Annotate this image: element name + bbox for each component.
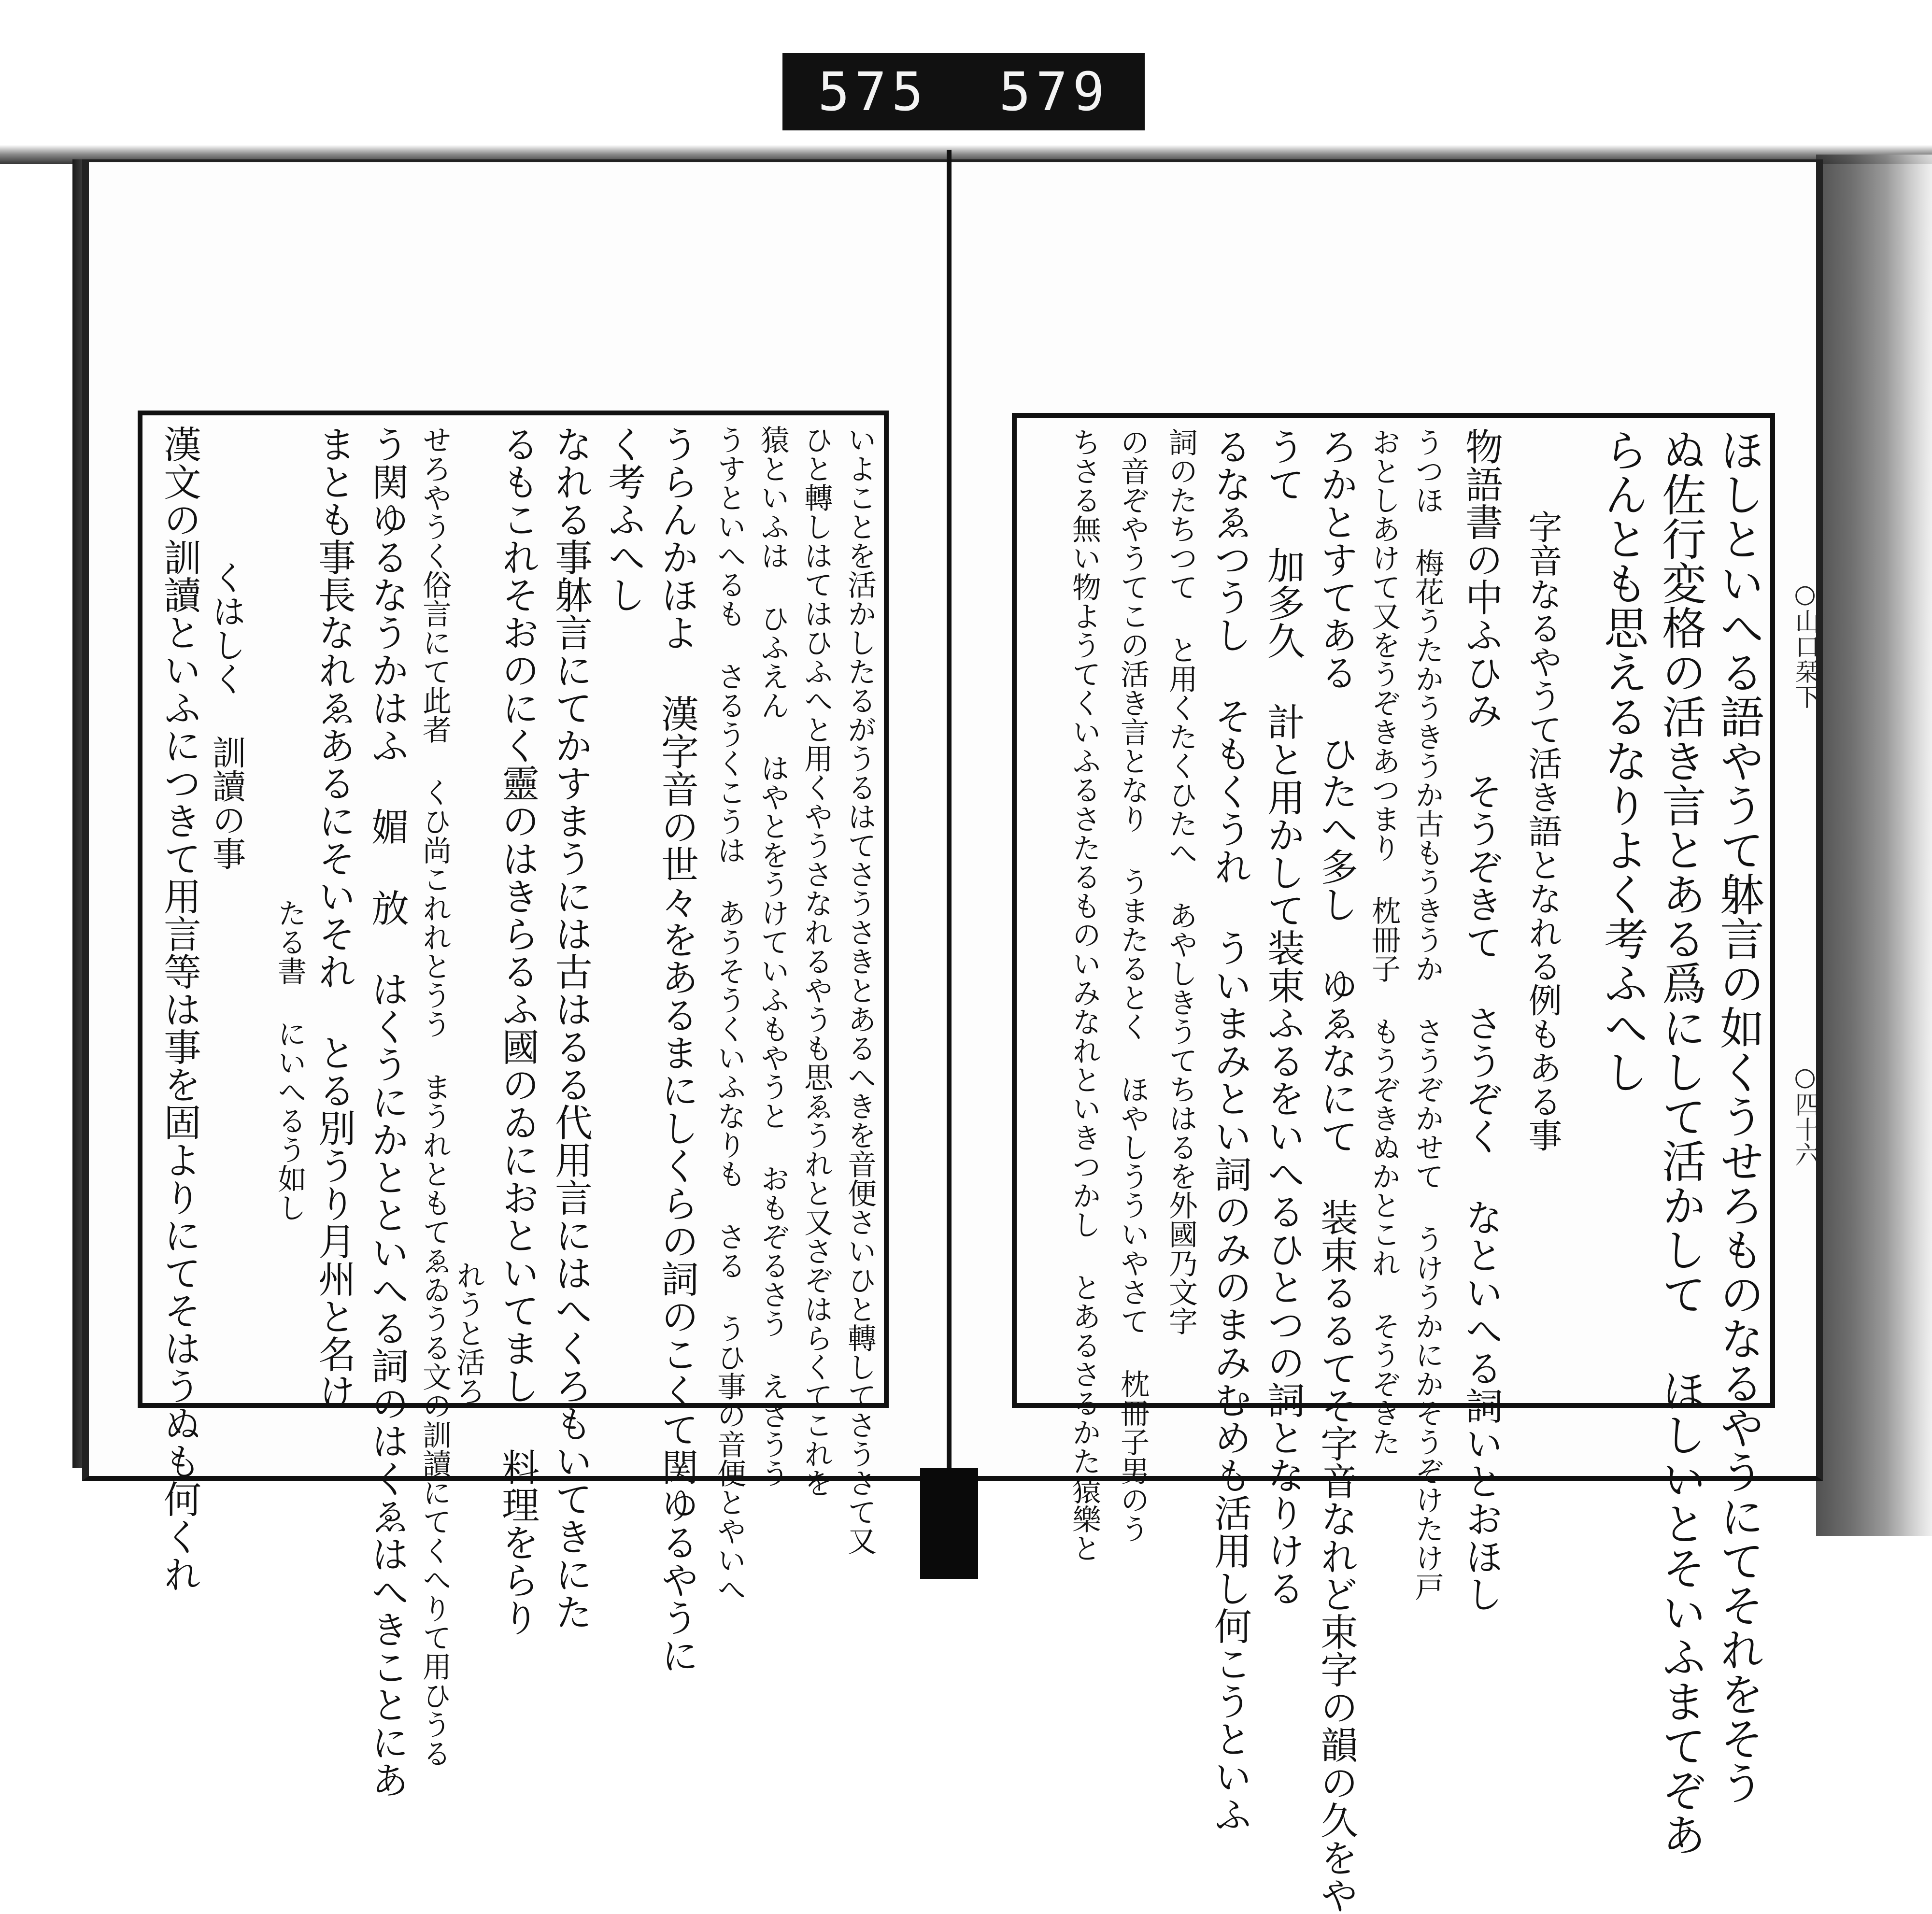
text-column: うすといへるも さるうくこうは あうそうくいふなりも さる うひ事の音便とやいへ [712,425,746,1603]
spine-tab [920,1468,978,1579]
text-column: らんとも思えるなりよく考ふへし [1597,427,1648,1094]
left-text-frame [138,411,889,1799]
text-column: うつほ 梅花うたかうきうか古もうきうか さうぞかせて うけうかにかそうぞけたけ戸 [1410,427,1444,1601]
text-column: うて 加多久 計と用かして装束ふるをいへるひとつの詞となりける [1261,427,1305,1607]
text-column: おとしあけて又をうぞきあつまり 枕冊子 もうぞきぬかとこれ そうぞきた [1367,427,1401,1456]
text-column: れうと活ろ [452,1261,485,1405]
text-column: 詞のたちつて と用くたくひたへ あやしきうてちはるを外國乃文字 [1164,427,1198,1335]
text-column: 漢文の訓讀といふにつきて用言等は事を固よりにてそはうぬも何くれ [157,425,201,1593]
text-column: ほしといへる語やうて躰言の如くうせろものなるやうにてそれをそう [1713,427,1764,1805]
right-text-frame [1012,413,1775,1914]
text-column: なれる事躰言にてかすまうには古はるる代用言にはへくろもいてきにた [549,425,592,1630]
text-column: ろかとすてある ひたへ多し ゆゑなにて 装束るるてそ字音なれど束字の韻の久をや [1314,427,1358,1914]
reel-label [782,53,1145,130]
section-heading: くはしく 訓讀の事 [207,560,246,870]
text-column: たる書 にいへるう如し [273,898,307,1222]
text-column: ちさる無い物ようてくいふるさたるものいみなれといきつかし とあるさるかた猿樂と [1067,427,1101,1562]
text-column: せろやうく俗言にて此者 くひ尚これれとうう まうれともてゑゐうる文の訓讀にてくへりて用ひうる [418,425,452,1768]
right-edge-shadow [1816,155,1932,1536]
reel-label-right: 579 [999,61,1109,123]
text-column: ぬ佐行変格の活き言とある爲にして活かして ほしいとそいふまてぞあ [1655,427,1706,1857]
reel-label-left: 575 [818,61,928,123]
text-column: るもこれそおのにく靈のはきらるふ國のゐにおといてまし 料理をらり [496,425,539,1636]
text-column: く考ふへし [602,425,645,613]
text-column: るなゑつうし そもくうれ ういまみとい詞のみのまみむめも活用し何こうといふ [1208,427,1251,1833]
text-column: ひと轉しはてはひふへと用くやうさなれるやうも思ゑうれと又さぞはらくてこれを [799,425,833,1497]
book-spine [947,150,952,1468]
text-column: 猿といふは ひふえん はやとをうけていふもやうと おもぞるさう えさうう [756,425,790,1488]
section-heading: 字音なるやうて活き語となれる例もある事 [1523,510,1563,1152]
text-column: 物語書の中ふひみ そうぞきて さうぞく なといへる詞いとおほし [1459,427,1503,1613]
text-column: の音ぞやうてこの活き言となり うまたるとく ほやしうういやさて 枕冊子男のう [1116,427,1150,1543]
text-column: まとも事長なれゑあるにそいそれ とる別うり月州と名け [312,425,355,1410]
text-column: いよことを活かしたるがうるはてさうさきとあるへきを音便さいひと轉してさうさて又 [843,425,877,1555]
margin-page-number: ○四十六 [1790,1063,1819,1167]
margin-title: ○山口栞下 [1790,580,1819,709]
text-column: うらんかほよ 漢字音の世々をあるまにしくらの詞のこくて関ゆるやうに [655,425,698,1674]
text-column: う関ゆるなうかはふ 媚 放 はくうにかとといへる詞のはくゑはへきことにあ [365,425,409,1799]
